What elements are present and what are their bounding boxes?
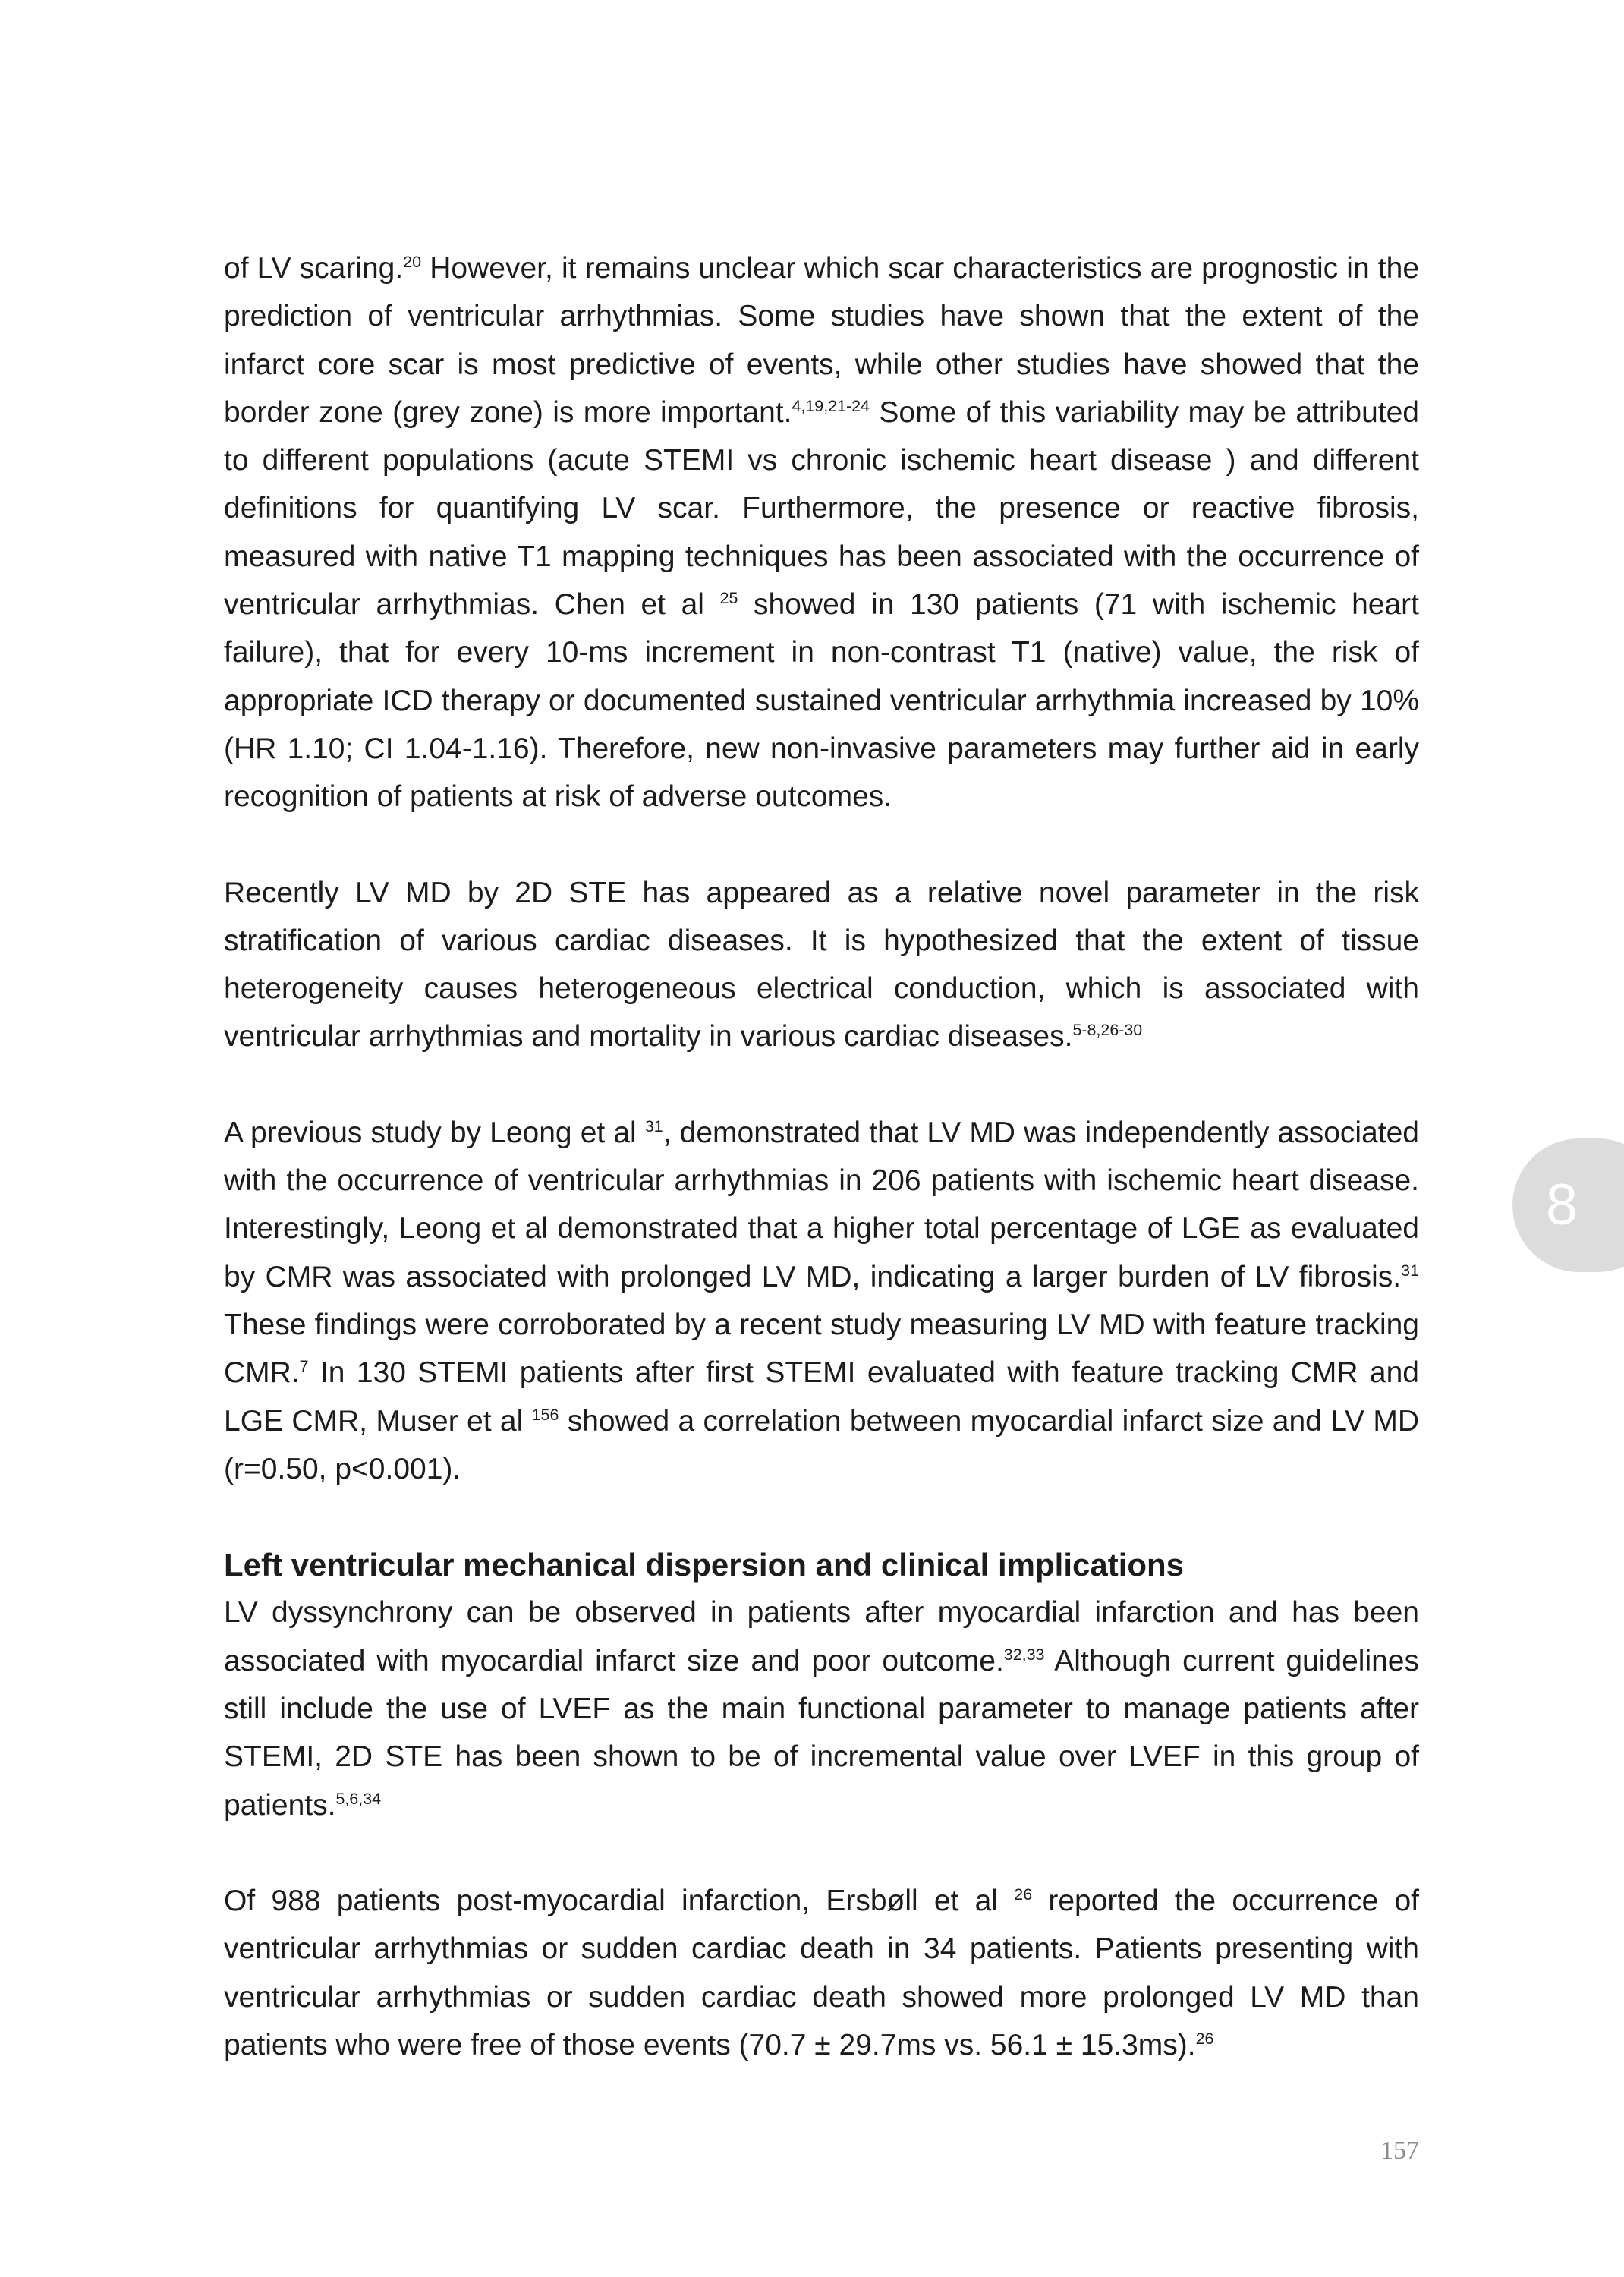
text-run: showed a correlation between myocardial infarct size and LV MD (r=0.50, p<0.001). — [224, 1404, 1419, 1485]
citation-superscript: 156 — [531, 1405, 559, 1424]
citation-superscript: 25 — [719, 589, 738, 608]
citation-superscript: 5,6,34 — [335, 1789, 382, 1808]
chapter-tab — [1512, 1138, 1624, 1272]
page-body — [224, 244, 1419, 2069]
text-run: These findings were corroborated by a recent study measuring LV MD with feature tracking CMR. — [224, 1308, 1419, 1390]
citation-superscript: 31 — [644, 1116, 663, 1135]
paragraph-lv-md-novel-parameter — [224, 869, 1419, 1061]
page-number: 157 — [1380, 2137, 1419, 2165]
text-run: Some of this variability may be attributed to different populations (acute STEMI vs chronic ischemic heart disease ) and different definitions for quantifying LV scar. Furthermore, the presence or reactive fibrosis, measured with native T1 mapping techniques has been associated with the occurrence of ventricular arrhythmias. Chen et al — [224, 395, 1419, 622]
text-run: Although current guidelines still include the use of LVEF as the main functional parameter to manage patients after STEMI, 2D STE has been shown to be of incremental value over LVEF in this group of patients. — [224, 1644, 1419, 1822]
citation-superscript: 4,19,21-24 — [792, 396, 870, 415]
paragraph-scar-characteristics — [224, 244, 1419, 821]
citation-superscript: 26 — [1195, 2029, 1214, 2048]
text-run: LV dyssynchrony can be observed in patients after myocardial infarction and has been associated with myocardial infarct size and poor outcome. — [224, 1596, 1419, 1677]
text-run: reported the occurrence of ventricular arrhythmias or sudden cardiac death in 34 patients. Patients presenting with ventricular arrhythmias or sudden cardiac death showed more prolonged LV MD than patients who were free of those events (70.7 ± 29.7ms vs. 56.1 ± 15.3ms). — [224, 1884, 1419, 2061]
chapter-number: 8 — [1545, 1173, 1578, 1237]
citation-superscript: 31 — [1401, 1261, 1419, 1280]
text-run: Recently LV MD by 2D STE has appeared as a relative novel parameter in the risk stratification of various cardiac diseases. It is hypothesized that the extent of tissue heterogeneity causes heterogeneous electrical conduction, which is associated with ventricular arrhythmias and mortality in various cardiac diseases. — [224, 876, 1419, 1053]
text-run: However, it remains unclear which scar characteristics are prognostic in the prediction of ventricular arrhythmias. Some studies have shown that the extent of the infarct core scar is most predictive of events, while other studies have showed that the border zone (grey zone) is more important. — [224, 252, 1420, 429]
citation-superscript: 20 — [403, 253, 422, 271]
paragraph-leong-study — [224, 1109, 1419, 1493]
citation-superscript: 7 — [299, 1357, 309, 1376]
text-run: A previous study by Leong et al — [224, 1116, 645, 1149]
citation-superscript: 32,33 — [1003, 1645, 1045, 1664]
section-heading: Left ventricular mechanical dispersion and clinical implications — [224, 1547, 1185, 1583]
text-run: of LV scaring. — [224, 252, 404, 285]
text-run: In 130 STEMI patients after first STEMI evaluated with feature tracking CMR and LGE CMR, Muser et al — [224, 1356, 1419, 1438]
paragraph-lv-dyssynchrony — [224, 1589, 1419, 1828]
citation-superscript: 26 — [1014, 1885, 1033, 1904]
text-run: showed in 130 patients (71 with ischemic heart failure), that for every 10-ms increment in non-contrast T1 (native) value, the risk of appropriate ICD therapy or documented sustained ventricular arrhythmia increased by 10% (HR 1.10; CI 1.04-1.16). Therefore, new non-invasive parameters may further aid in early recognition of patients at risk of adverse outcomes. — [224, 588, 1419, 814]
citation-superscript: 5-8,26-30 — [1072, 1021, 1143, 1040]
text-run: , demonstrated that LV MD was independently associated with the occurrence of ventricular arrhythmias in 206 patients with ischemic heart disease. Interestingly, Leong et al demonstrated that a higher total percentage of LGE as evaluated by CMR was associated with prolonged LV MD, indicating a larger burden of LV fibrosis. — [224, 1116, 1419, 1293]
text-run: Of 988 patients post-myocardial infarction, Ersbøll et al — [224, 1884, 1015, 1917]
paragraph-ersboll-study — [224, 1877, 1419, 2069]
